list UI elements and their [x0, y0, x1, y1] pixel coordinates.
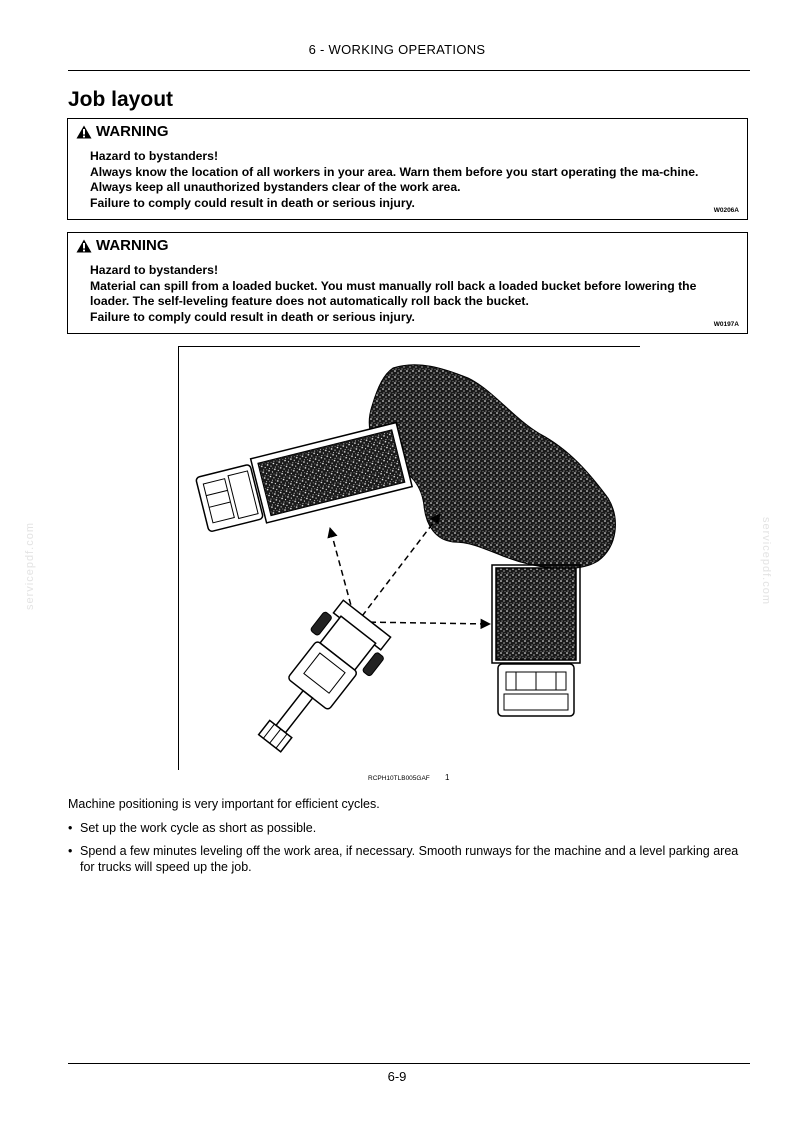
section-header: 6 - WORKING OPERATIONS	[308, 42, 486, 57]
page-title: Job layout	[68, 88, 174, 111]
warning-line: Hazard to bystanders!	[90, 149, 218, 163]
warning-line: Material can spill from a loaded bucket. You must manually roll back a loaded bucket before lowering the loader. The self-leveling feature does not automatically roll back the bucket.	[90, 278, 697, 308]
warning-heading	[76, 123, 169, 140]
warning-box-spill	[67, 232, 748, 334]
figure-caption: RCPH10TLB005GAF	[368, 775, 430, 782]
path-arrow-to-truck-right	[360, 622, 490, 624]
intro-paragraph: Machine positioning is very important for efficient cycles.	[68, 797, 380, 811]
warning-text	[90, 149, 729, 211]
watermark-left: servicepdf.com	[23, 522, 36, 610]
warning-box-bystanders	[67, 118, 748, 220]
warning-triangle-icon	[76, 239, 92, 253]
job-layout-illustration	[178, 346, 640, 770]
list-item: • Spend a few minutes leveling off the work area, if necessary. Smooth runways for the machine and a level parking area for trucks will speed up the job.	[68, 843, 753, 875]
warning-code: W0206A	[713, 207, 739, 214]
warning-line: Always know the location of all workers in your area. Warn them before you start operating the ma-chine. Always keep all unauthorized bystanders clear of the work area.	[90, 164, 699, 194]
warning-heading-text: WARNING	[96, 123, 169, 140]
dump-truck-icon	[194, 423, 412, 537]
dump-truck-icon	[492, 565, 580, 716]
loader-machine-icon	[240, 595, 397, 766]
warning-text	[90, 263, 729, 325]
warning-heading	[76, 237, 169, 254]
warning-line: Hazard to bystanders!	[90, 263, 218, 277]
list-item: • Set up the work cycle as short as possible.	[68, 820, 753, 836]
warning-code: W0197A	[713, 321, 739, 328]
page-number: 6-9	[387, 1069, 407, 1084]
warning-line: Failure to comply could result in death or serious injury.	[90, 309, 415, 324]
tips-list	[68, 820, 753, 882]
watermark-right: servicepdf.com	[759, 517, 772, 605]
header-divider	[68, 70, 750, 71]
warning-triangle-icon	[76, 125, 92, 139]
path-arrow-to-pile	[356, 514, 440, 624]
footer-divider	[68, 1063, 750, 1064]
figure-number: 1	[445, 773, 450, 782]
warning-heading-text: WARNING	[96, 237, 169, 254]
warning-line: Failure to comply could result in death or serious injury.	[90, 195, 415, 210]
